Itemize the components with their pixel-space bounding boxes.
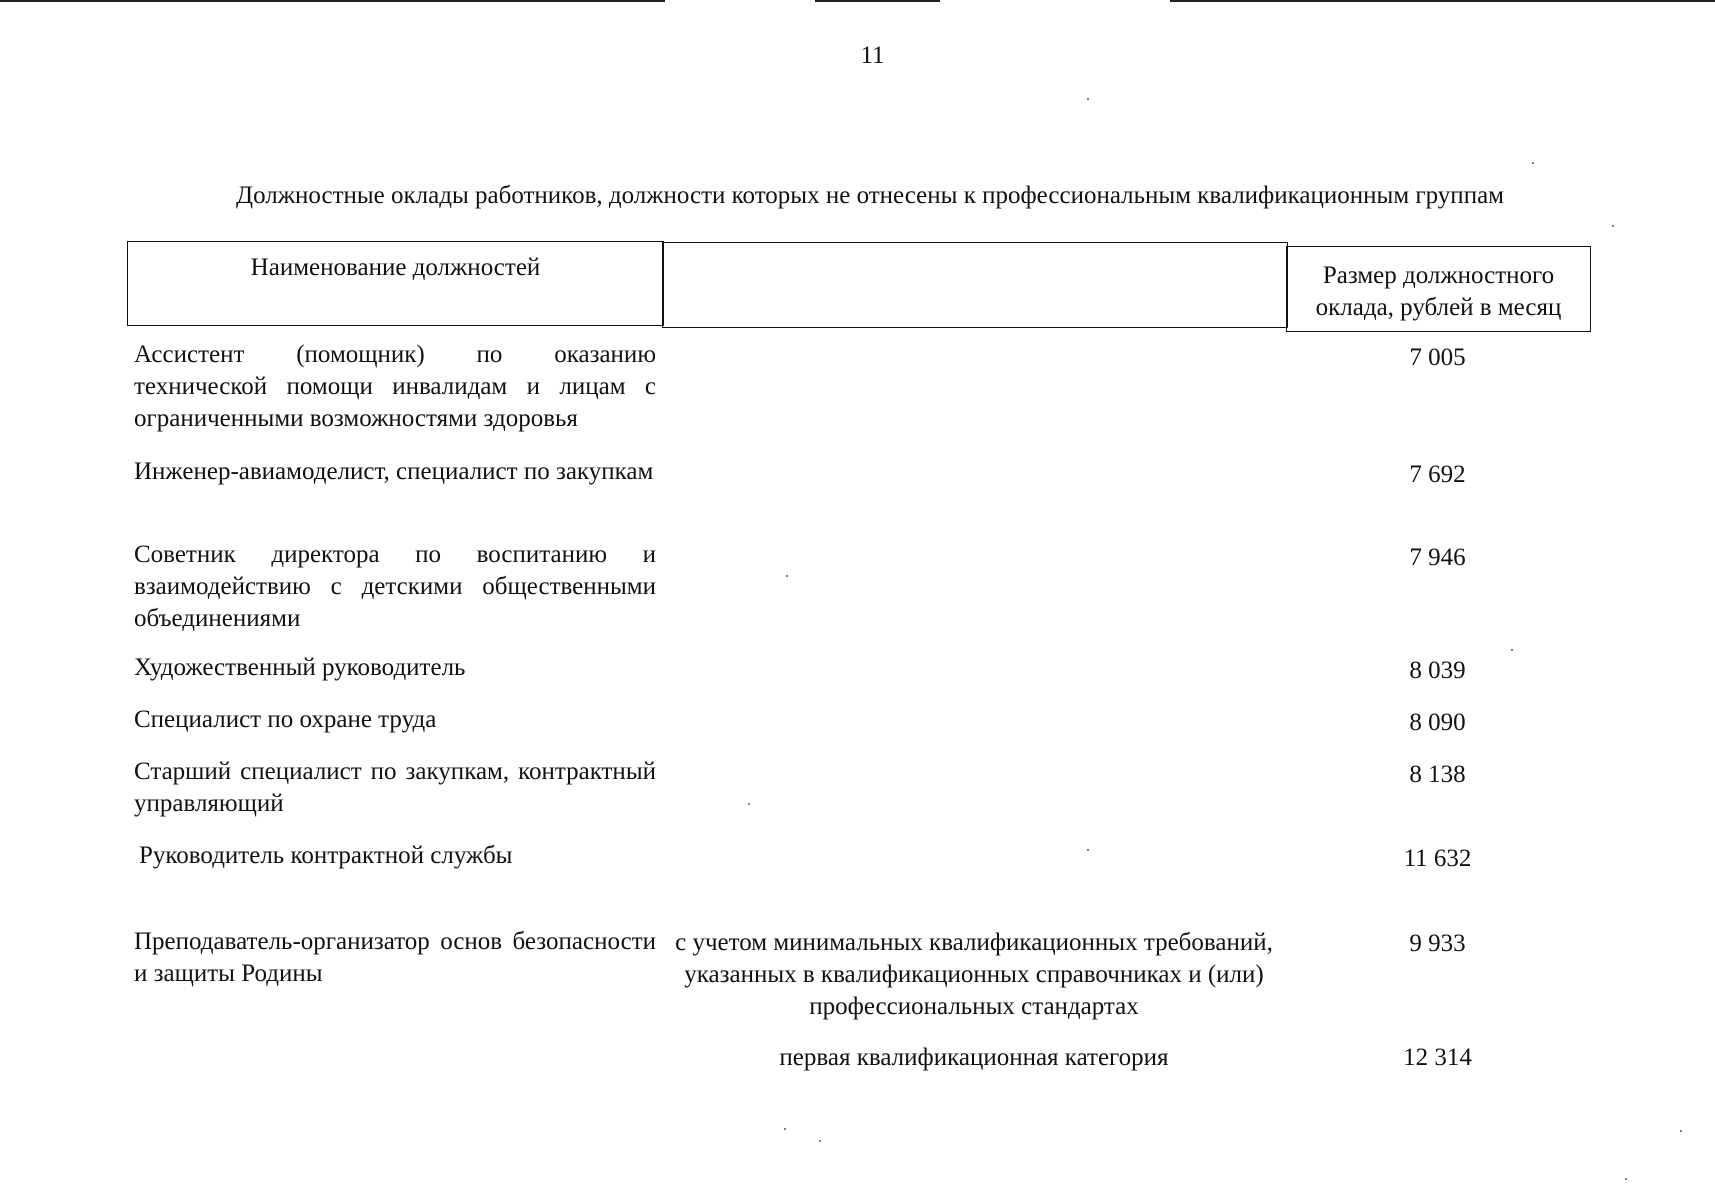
position-name: Специалист по охране труда	[134, 706, 437, 733]
scan-speck	[786, 575, 788, 577]
salary-value: 11 632	[1403, 845, 1472, 872]
salary-value: 8 090	[1409, 709, 1466, 736]
salary-value: 7 005	[1409, 344, 1466, 371]
scan-edge-line	[0, 0, 665, 2]
scan-speck	[1087, 849, 1089, 851]
position-name: Руководитель контрактной службы	[139, 842, 513, 869]
salary-value: 8 039	[1409, 657, 1466, 684]
position-name: Старший специалист по закупкам, контрактный управляющий	[134, 758, 656, 817]
position-name: Художественный руководитель	[134, 654, 466, 681]
salary-value: 9 933	[1409, 930, 1466, 957]
page-number: 11	[860, 42, 885, 69]
scan-speck	[819, 1140, 821, 1142]
scan-edge-line	[1170, 0, 1715, 2]
scan-edge-line	[815, 0, 940, 2]
qualification-note: с учетом минимальных квалификационных требований, указанных в квалификационных справочниках и (или) профессиональных стандартах	[675, 929, 1273, 1020]
position-name: Ассистент (помощник) по оказанию технической помощи инвалидам и лицам с ограниченными возможностями здоровья	[134, 341, 656, 432]
salary-value: 7 946	[1409, 544, 1466, 571]
header-salary: Размер должностного оклада, рублей в месяц	[1286, 246, 1591, 332]
position-name: Инженер-авиамоделист, специалист по закупкам	[134, 458, 654, 485]
scan-speck	[1680, 1130, 1682, 1132]
scan-speck	[1625, 1178, 1627, 1180]
scan-speck	[784, 1128, 786, 1130]
salary-value: 12 314	[1403, 1044, 1472, 1071]
position-name: Преподаватель-организатор основ безопасности и защиты Родины	[134, 928, 656, 987]
document-title: Должностные оклады работников, должности которых не отнесены к профессиональным квалификационным группам	[236, 182, 1504, 209]
header-empty-column	[662, 242, 1288, 328]
salary-value: 7 692	[1409, 461, 1466, 488]
scan-speck	[748, 803, 750, 805]
position-name: Советник директора по воспитанию и взаимодействию с детскими общественными объединениями	[134, 541, 656, 632]
salary-value: 8 138	[1409, 761, 1466, 788]
header-position-name: Наименование должностей	[127, 241, 664, 326]
scan-speck	[1511, 649, 1513, 651]
qualification-category: первая квалификационная категория	[779, 1044, 1169, 1071]
scan-speck	[1532, 162, 1534, 164]
scan-speck	[1612, 225, 1614, 227]
scan-speck	[1087, 98, 1089, 100]
